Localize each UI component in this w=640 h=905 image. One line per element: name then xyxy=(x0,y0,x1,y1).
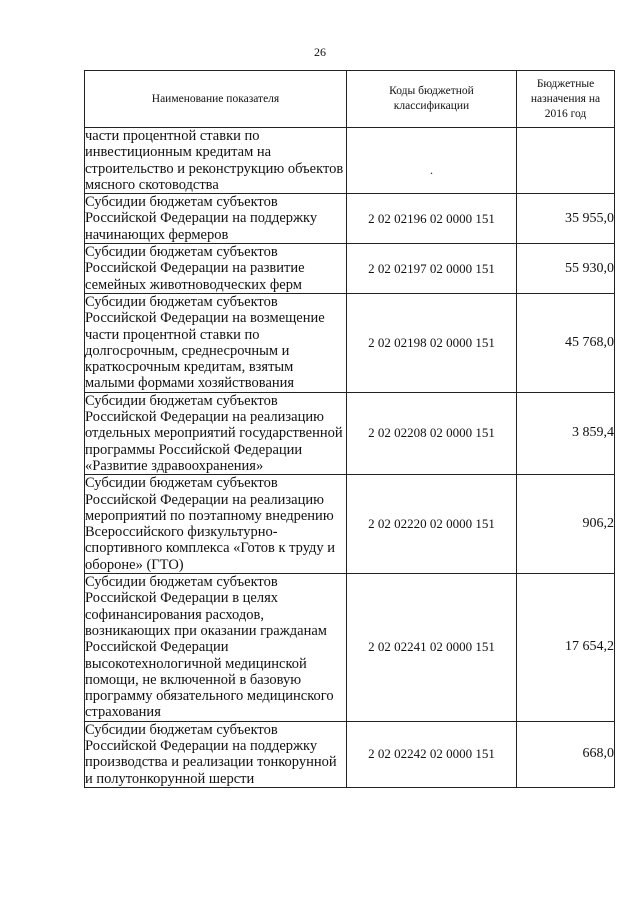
row-code: 2 02 02198 02 0000 151 xyxy=(347,293,517,392)
row-name: Субсидии бюджетам субъектов Российской Федерации на поддержку начинающих фермеров xyxy=(85,194,347,244)
row-code: 2 02 02197 02 0000 151 xyxy=(347,244,517,294)
row-name: Субсидии бюджетам субъектов Российской Федерации на возмещение части процентной ставки по долгосрочным, среднесрочным и краткосрочным кредитам, взятым малыми формами хозяйствования xyxy=(85,293,347,392)
row-amount xyxy=(517,128,615,194)
header-code: Коды бюджетной классификации xyxy=(347,71,517,128)
row-code: 2 02 02196 02 0000 151 xyxy=(347,194,517,244)
table-row xyxy=(85,392,615,474)
row-name: Субсидии бюджетам субъектов Российской Федерации в целях софинансирования расходов, возникающих при оказании гражданам Российской Федерации высокотехнологичной медицинской помощи, не включенной в базовую программу обязательного медицинского страхования xyxy=(85,574,347,722)
row-amount: 45 768,0 xyxy=(517,293,615,392)
row-amount: 906,2 xyxy=(517,475,615,574)
table-row xyxy=(85,721,615,787)
table-row xyxy=(85,244,615,294)
row-code-mark: · xyxy=(429,165,434,180)
row-name: части процентной ставки по инвестиционным кредитам на строительство и реконструкцию объектов мясного скотоводства xyxy=(85,128,347,194)
row-code: 2 02 02242 02 0000 151 xyxy=(347,721,517,787)
header-amount: Бюджетные назначения на 2016 год xyxy=(517,71,615,128)
row-code: 2 02 02241 02 0000 151 xyxy=(347,574,517,722)
row-amount: 55 930,0 xyxy=(517,244,615,294)
row-name: Субсидии бюджетам субъектов Российской Федерации на реализацию отдельных мероприятий государственной программы Российской Федерации «Развитие здравоохранения» xyxy=(85,392,347,474)
page-number: 26 xyxy=(314,45,326,59)
row-name: Субсидии бюджетам субъектов Российской Федерации на поддержку производства и реализации тонкорунной и полутонкорунной шерсти xyxy=(85,721,347,787)
table-row xyxy=(85,475,615,574)
row-code xyxy=(347,128,517,194)
table-row xyxy=(85,574,615,722)
row-code: 2 02 02208 02 0000 151 xyxy=(347,392,517,474)
row-amount: 668,0 xyxy=(517,721,615,787)
row-code: 2 02 02220 02 0000 151 xyxy=(347,475,517,574)
row-amount: 3 859,4 xyxy=(517,392,615,474)
row-amount: 17 654,2 xyxy=(517,574,615,722)
budget-table xyxy=(84,70,615,788)
header-name: Наименование показателя xyxy=(85,71,347,128)
row-name: Субсидии бюджетам субъектов Российской Федерации на развитие семейных животноводческих ферм xyxy=(85,244,347,294)
row-name: Субсидии бюджетам субъектов Российской Федерации на реализацию мероприятий по поэтапному внедрению Всероссийского физкультурно-спортивного комплекса «Готов к труду и обороне» (ГТО) xyxy=(85,475,347,574)
table-header-row xyxy=(85,71,615,128)
row-amount: 35 955,0 xyxy=(517,194,615,244)
table-row xyxy=(85,128,615,194)
table-row xyxy=(85,293,615,392)
table-row xyxy=(85,194,615,244)
